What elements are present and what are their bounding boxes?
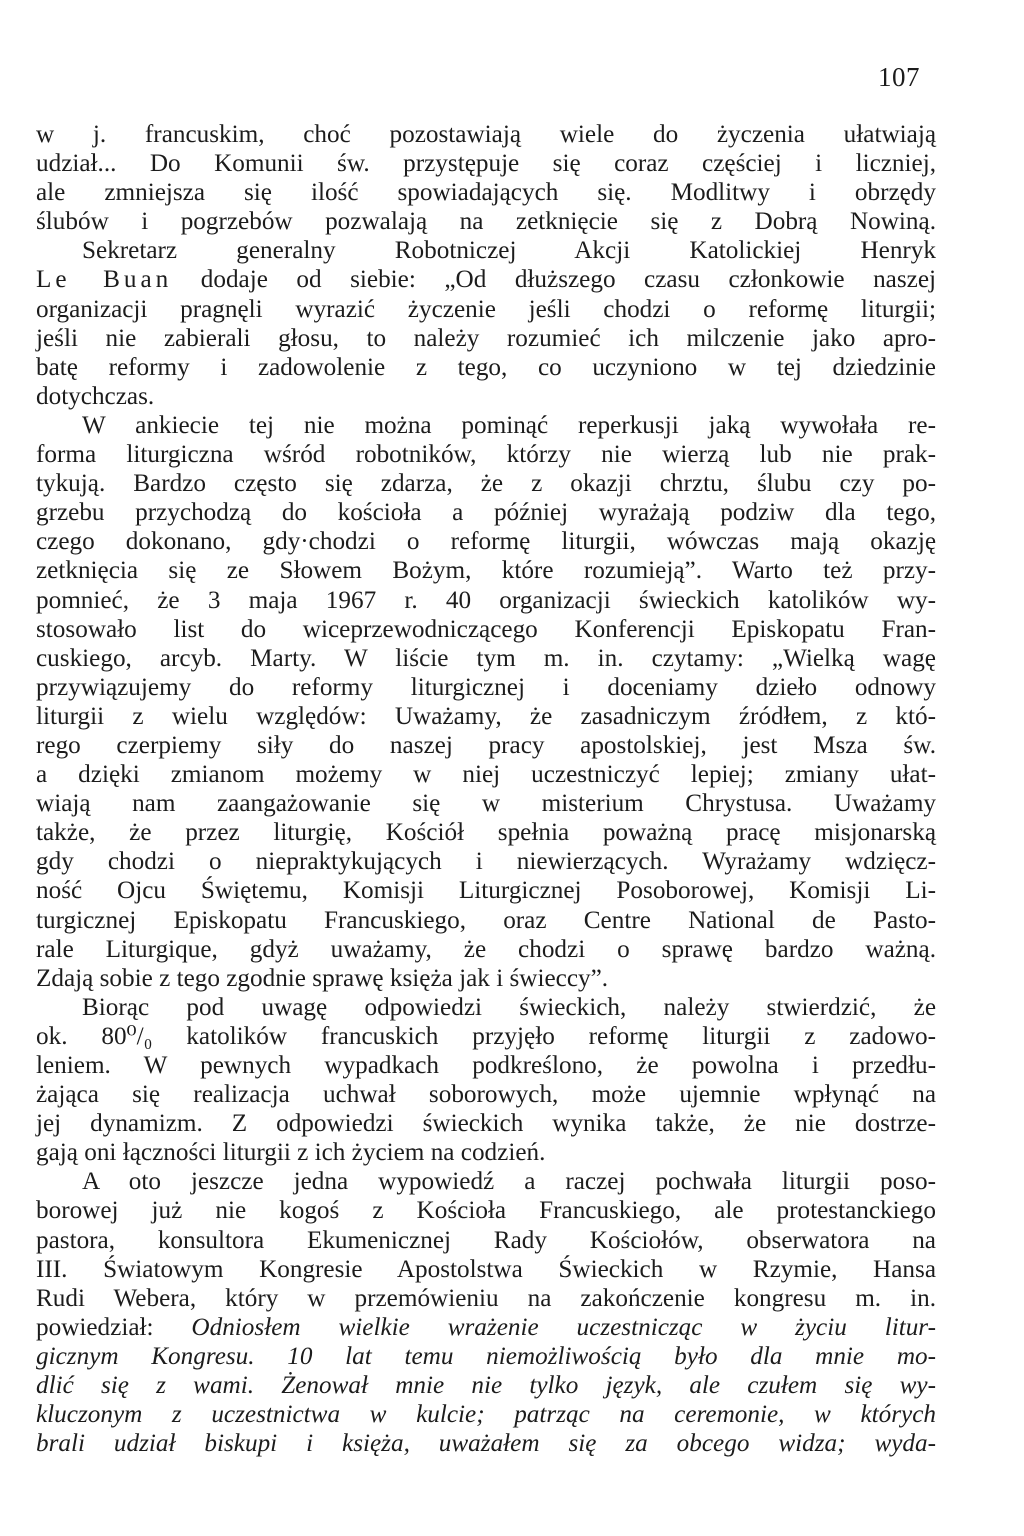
text-line: ok. 80⁰/₀ katolików francuskich przyjęło reformę liturgii z zadowo- xyxy=(36,1022,936,1050)
text-line: zetknięcia się ze Słowem Bożym, które rozumieją”. Warto też przy- xyxy=(36,557,936,585)
quote-line: kluczonym z uczestnictwa w kulcie; patrząc na ceremonie, w których xyxy=(36,1401,936,1429)
text-line-composite xyxy=(36,265,936,294)
text-line: czego dokonano, gdy·chodzi o reformę liturgii, wówczas mają okazję xyxy=(36,528,936,556)
text-line: żająca się realizacja uchwał soborowych, może ujemnie wpłynąć na xyxy=(36,1081,936,1109)
text-line: Zdają sobie z tego zgodnie sprawę księża jak i świeccy”. xyxy=(36,964,609,992)
text-line: ale zmniejsza się ilość spowiadających się. Modlitwy i obrzędy xyxy=(36,179,936,207)
text-line: Rudi Webera, który w przemówieniu na zakończenie kongresu m. in. xyxy=(36,1284,936,1312)
text-line: dotychczas. xyxy=(36,382,155,410)
text-line: jeśli nie zabierali głosu, to należy rozumieć ich milczenie jako apro- xyxy=(36,324,936,352)
text-line: Biorąc pod uwagę odpowiedzi świeckich, należy stwierdzić, że xyxy=(82,993,936,1021)
text-line: cuskiego, arcyb. Marty. W liście tym m. in. czytamy: „Wielką wagę xyxy=(36,644,936,672)
text-line: tykują. Bardzo często się zdarza, że z okazji chrztu, ślubu czy po- xyxy=(36,470,936,498)
text-line: stosowało list do wiceprzewodniczącego Konferencji Episkopatu Fran- xyxy=(36,615,936,643)
text-line: a dzięki zmianom możemy w niej uczestniczyć lepiej; zmiany ułat- xyxy=(36,761,936,789)
body-text xyxy=(36,120,936,1458)
text-line: rego czerpiemy siły do naszej pracy apostolskiej, jest Msza św. xyxy=(36,731,936,759)
text-line: także, że przez liturgię, Kościół spełnia poważną pracę misjonarską xyxy=(36,819,936,847)
text-line: gają oni łączności liturgii z ich życiem na codzień. xyxy=(36,1139,546,1167)
text-line: W ankiecie tej nie można pominąć reperkusji jaką wywołała re- xyxy=(82,411,936,439)
text-line: przywiązujemy do reformy liturgicznej i doceniamy dzieło odnowy xyxy=(36,673,936,701)
text-line: pomnieć, że 3 maja 1967 r. 40 organizacji świeckich katolików wy- xyxy=(36,586,936,614)
text-line: wiają nam zaangażowanie się w misterium Chrystusa. Uważamy xyxy=(36,790,936,818)
text-line: forma liturgiczna wśród robotników, którzy nie wierzą lub nie prak- xyxy=(36,441,936,469)
text-line-composite xyxy=(36,1313,936,1342)
text-line: rale Liturgique, gdyż uważamy, że chodzi o sprawę bardzo ważną. xyxy=(36,935,936,963)
text-line: A oto jeszcze jedna wypowiedź a raczej pochwała liturgii poso- xyxy=(82,1168,936,1196)
text-line: pastora, konsultora Ekumenicznej Rady Kościołów, obserwatora na xyxy=(36,1226,936,1254)
text-fragment: dodaje od siebie: „Od dłuższego czasu członkowie naszej xyxy=(200,266,937,294)
text-line: III. Światowym Kongresie Apostolstwa Świeckich w Rzymie, Hansa xyxy=(36,1255,936,1283)
text-line: gdy chodzi o niepraktykujących i niewierzących. Wyrażamy wdzięcz- xyxy=(36,848,936,876)
quote-line: gicznym Kongresu. 10 lat temu niemożliwością było dla mnie mo- xyxy=(36,1342,936,1370)
text-line: grzebu przychodzą do kościoła a później wyrażają podziw dla tego, xyxy=(36,499,936,527)
text-line: w j. francuskim, choć pozostawiają wiele do życzenia ułatwiają xyxy=(36,121,936,148)
text-line: leniem. W pewnych wypadkach podkreślono, że powolna i przedłu- xyxy=(36,1052,936,1079)
text-line: jej dynamizm. Z odpowiedzi świeckich wynika także, że nie dostrze- xyxy=(36,1110,936,1138)
text-line: ślubów i pogrzebów pozwalają na zetknięcie się z Dobrą Nowiną. xyxy=(36,208,936,236)
text-line: borowej już nie kogoś z Kościoła Francuskiego, ale protestanckiego xyxy=(36,1197,936,1225)
text-line: turgicznej Episkopatu Francuskiego, oraz Centre National de Pasto- xyxy=(36,906,936,934)
quote-line: dlić się z wami. Żenował mnie nie tylko język, ale czułem się wy- xyxy=(36,1372,936,1400)
text-line: liturgii z wielu względów: Uważamy, że zasadniczym źródłem, z któ- xyxy=(36,702,936,730)
text-line: udział... Do Komunii św. przystępuje się coraz częściej i liczniej, xyxy=(36,150,936,178)
text-line: Sekretarz generalny Robotniczej Akcji Katolickiej Henryk xyxy=(82,237,936,265)
page-number: 107 xyxy=(878,62,920,92)
quote-line: brali udział biskupi i księża, uważałem się za obcego widza; wyda- xyxy=(36,1430,936,1458)
text-line: batę reformy i zadowolenie z tego, co uczyniono w tej dziedzinie xyxy=(36,353,936,381)
text-line: ność Ojcu Świętemu, Komisji Liturgicznej Posoborowej, Komisji Li- xyxy=(36,877,936,905)
quote-fragment: Odniosłem wielkie wrażenie uczestnicząc w życiu litur- xyxy=(191,1313,936,1341)
text-line: organizacji pragnęli wyrazić życzenie jeśli chodzi o reformę liturgii; xyxy=(36,295,936,323)
text-fragment: powiedział: xyxy=(36,1313,154,1341)
author-name: Le Buan xyxy=(36,266,173,294)
